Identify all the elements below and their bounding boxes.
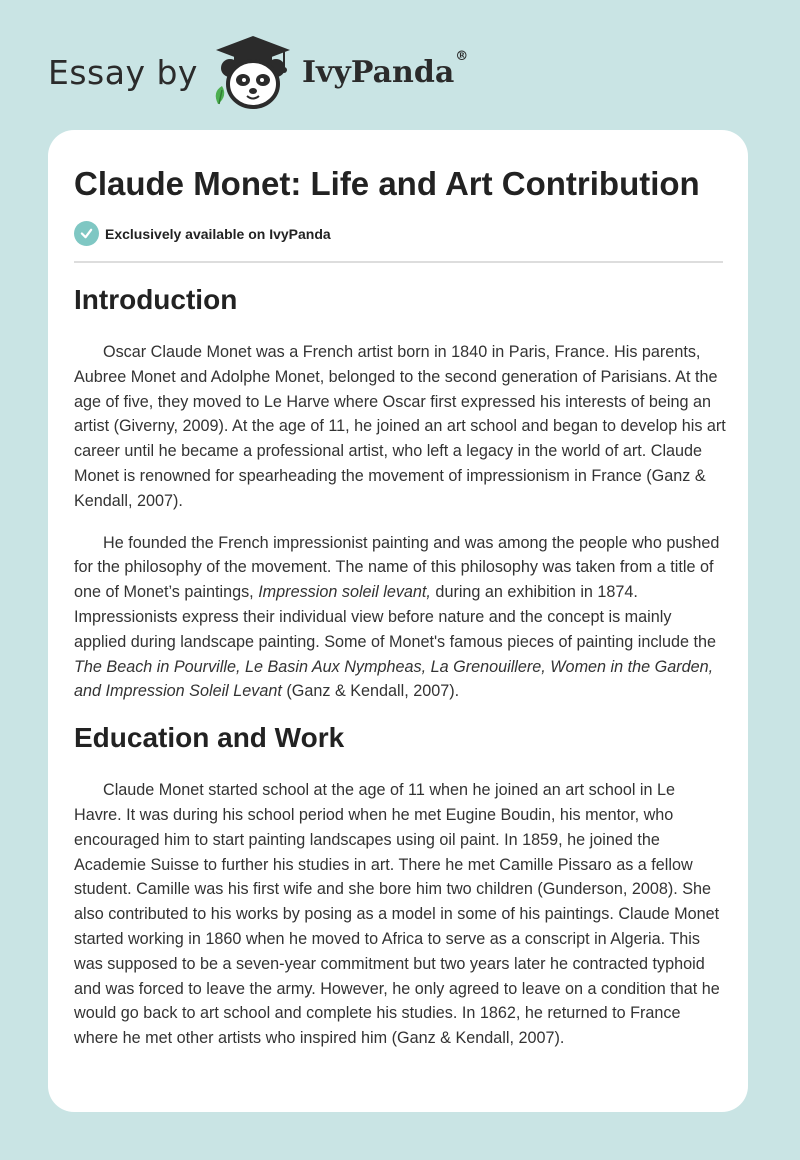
- brand-name-text: IvyPanda: [301, 54, 455, 90]
- panda-logo-icon[interactable]: [210, 34, 296, 110]
- paragraph-text: (Ganz & Kendall, 2007).: [281, 682, 460, 701]
- paragraph-text: He founded the French impressionist painting and was among the people who pushed for the philosophy of the movement. The name of this philosophy was taken from a title of one of Monet’s paintings,: [74, 533, 720, 602]
- brand-prefix: Essay by: [48, 52, 198, 92]
- exclusive-badge-text: Exclusively available on IvyPanda: [105, 225, 331, 242]
- essay-card: [48, 130, 748, 1112]
- section-heading-introduction: Introduction: [74, 284, 238, 315]
- paragraph: [74, 531, 726, 705]
- painting-titles: The Beach in Pourville, Le Basin Aux Nympheas, La Grenouillere, Women in the Garden, and Impression Soleil Levant: [74, 657, 714, 701]
- section-heading-education-and-work: Education and Work: [74, 722, 345, 754]
- check-icon: [74, 221, 99, 246]
- title-divider: [74, 261, 723, 263]
- brand-name[interactable]: [301, 48, 469, 90]
- exclusive-badge: [74, 221, 331, 246]
- brand-header: [48, 34, 468, 110]
- painting-title: Impression soleil levant,: [258, 583, 431, 602]
- essay-title: Claude Monet: Life and Art Contribution: [74, 165, 700, 202]
- paragraph-text: during an exhibition in 1874. Impressionists express their individual view before nature and the concept is mainly applied during landscape painting. Some of Monet's famous pieces of painting include the: [74, 583, 717, 651]
- registered-mark: ®: [455, 48, 469, 64]
- paragraph: Claude Monet started school at the age of 11 when he joined an art school in Le Havre. It was during his school period when he met Eugine Boudin, his mentor, who encouraged him to start painting landscapes using oil paint. In 1859, he joined the Academie Suisse to further his studies in art. There he met Camille Pissaro as a fellow student. Camille was his first wife and she bore him two children (Gunderson, 2008). She also contributed to his works by posing as a model in some of his paintings. Claude Monet started working in 1860 when he moved to Africa to serve as a conscript in Algeria. This was supposed to be a seven-year commitment but two years later he contracted typhoid and was forced to leave the army. However, he only agreed to leave on a condition that he would go back to art school and complete his studies. In 1862, he returned to France where he met other artists who inspired him (Ganz & Kendall, 2007).: [74, 781, 720, 1048]
- essay-body: [74, 282, 726, 1051]
- paragraph: Oscar Claude Monet was a French artist born in 1840 in Paris, France. His parents, Aubree Monet and Adolphe Monet, belonged to the second generation of Parisians. At the age of five, they moved to Le Harve where Oscar first expressed his interests of being an artist (Giverny, 2009). At the age of 11, he joined an art school and began to develop his art career until he became a professional artist, who left a legacy in the world of art. Claude Monet is renowned for spearheading the movement of impressionism in France (Ganz & Kendall, 2007).: [74, 343, 726, 510]
